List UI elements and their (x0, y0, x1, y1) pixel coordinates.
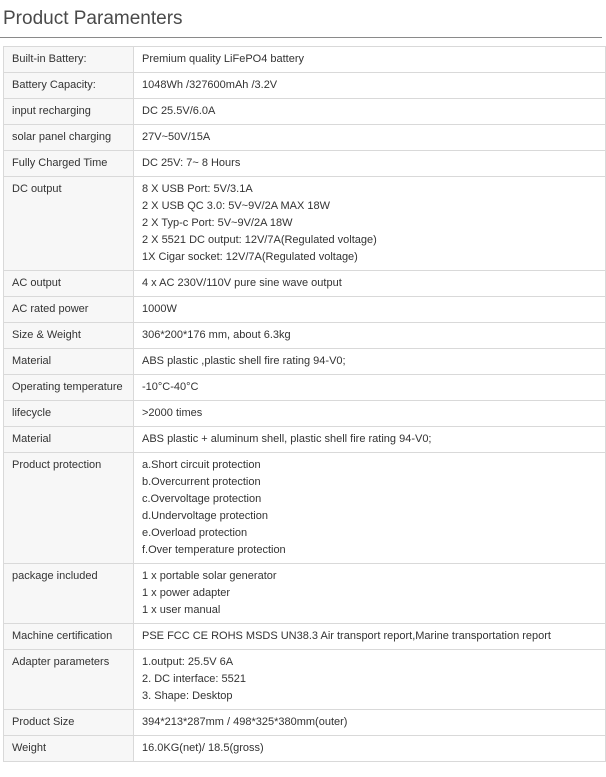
parameter-value-line: b.Overcurrent protection (142, 476, 261, 488)
parameter-value-line: d.Undervoltage protection (142, 510, 268, 522)
parameter-value (134, 736, 606, 762)
parameter-value-line: 1 x power adapter (142, 587, 231, 599)
parameter-value (134, 73, 606, 99)
parameter-value-line: Premium quality LiFePO4 battery (142, 53, 305, 65)
table-row (4, 271, 606, 297)
table-row (4, 375, 606, 401)
parameter-label: Size & Weight (4, 323, 134, 349)
parameter-value-line: 1000W (142, 303, 177, 315)
parameter-value (134, 297, 606, 323)
parameter-label: Material (4, 349, 134, 375)
parameter-value-line: 2 X USB QC 3.0: 5V~9V/2A MAX 18W (142, 200, 331, 212)
parameter-value-line: 16.0KG(net)/ 18.5(gross) (142, 742, 264, 754)
parameter-label: Built-in Battery: (4, 47, 134, 73)
parameter-value-line: DC 25.5V/6.0A (142, 105, 216, 117)
parameter-value-line: e.Overload protection (142, 527, 248, 539)
parameter-value-line: >2000 times (142, 407, 203, 419)
table-row (4, 427, 606, 453)
parameter-value-line: ABS plastic ,plastic shell fire rating 94-V0; (142, 355, 346, 367)
parameter-label: AC rated power (4, 297, 134, 323)
parameter-value-line: -10°C-40°C (142, 381, 199, 393)
parameter-value-line: 394*213*287mm / 498*325*380mm(outer) (142, 716, 348, 728)
table-row (4, 401, 606, 427)
parameter-value-line: 2 X Typ-c Port: 5V~9V/2A 18W (142, 217, 293, 229)
parameter-value-line: 1 x user manual (142, 604, 221, 616)
table-row (4, 125, 606, 151)
parameter-value (134, 99, 606, 125)
parameter-label: Adapter parameters (4, 650, 134, 710)
parameters-table (3, 46, 606, 762)
parameter-value (134, 349, 606, 375)
parameter-value (134, 564, 606, 624)
parameter-value (134, 427, 606, 453)
table-row (4, 177, 606, 271)
parameter-value-line: DC 25V: 7~ 8 Hours (142, 157, 241, 169)
table-row (4, 453, 606, 564)
parameter-label: package included (4, 564, 134, 624)
table-row (4, 624, 606, 650)
parameter-value (134, 125, 606, 151)
parameter-label: solar panel charging (4, 125, 134, 151)
parameter-value-line: 4 x AC 230V/110V pure sine wave output (142, 277, 342, 289)
parameter-value (134, 271, 606, 297)
parameter-value (134, 710, 606, 736)
parameter-value-line: 1048Wh /327600mAh /3.2V (142, 79, 278, 91)
parameter-label: Product Size (4, 710, 134, 736)
parameter-value-line: 1 x portable solar generator (142, 570, 277, 582)
parameter-value (134, 151, 606, 177)
table-row (4, 323, 606, 349)
parameter-label: Product protection (4, 453, 134, 564)
table-row (4, 297, 606, 323)
table-row (4, 710, 606, 736)
parameter-value (134, 401, 606, 427)
parameter-value (134, 375, 606, 401)
parameter-value-line: 1X Cigar socket: 12V/7A(Regulated voltage) (142, 251, 358, 263)
table-row (4, 564, 606, 624)
parameter-value-line: 2 X 5521 DC output: 12V/7A(Regulated voltage) (142, 234, 377, 246)
table-row (4, 73, 606, 99)
table-row (4, 650, 606, 710)
table-row (4, 47, 606, 73)
parameter-value-line: 1.output: 25.5V 6A (142, 656, 234, 668)
parameter-value-line: f.Over temperature protection (142, 544, 286, 556)
parameter-label: AC output (4, 271, 134, 297)
parameter-value-line: c.Overvoltage protection (142, 493, 262, 505)
table-row (4, 736, 606, 762)
table-row (4, 349, 606, 375)
parameter-value-line: ABS plastic + aluminum shell, plastic shell fire rating 94-V0; (142, 433, 432, 445)
parameter-value-line: PSE FCC CE ROHS MSDS UN38.3 Air transport report,Marine transportation report (142, 630, 551, 642)
parameter-label: Material (4, 427, 134, 453)
parameter-label: lifecycle (4, 401, 134, 427)
table-row (4, 151, 606, 177)
parameter-value (134, 177, 606, 271)
parameter-value-line: 8 X USB Port: 5V/3.1A (142, 183, 253, 195)
parameter-label: input recharging (4, 99, 134, 125)
parameter-value-line: a.Short circuit protection (142, 459, 261, 471)
parameter-value (134, 650, 606, 710)
parameter-value-line: 306*200*176 mm, about 6.3kg (142, 329, 291, 341)
parameter-label: Fully Charged Time (4, 151, 134, 177)
parameter-value (134, 624, 606, 650)
parameter-label: Battery Capacity: (4, 73, 134, 99)
parameter-label: Weight (4, 736, 134, 762)
parameter-label: Machine certification (4, 624, 134, 650)
parameter-value-line: 2. DC interface: 5521 (142, 673, 246, 685)
parameters-table-body (4, 47, 606, 762)
title-divider (0, 37, 602, 38)
parameter-value (134, 453, 606, 564)
parameter-label: DC output (4, 177, 134, 271)
parameter-value (134, 47, 606, 73)
page-title: Product Paramenters (3, 8, 183, 29)
parameter-value (134, 323, 606, 349)
parameter-label: Operating temperature (4, 375, 134, 401)
parameter-value-line: 3. Shape: Desktop (142, 690, 233, 702)
parameter-value-line: 27V~50V/15A (142, 131, 211, 143)
table-row (4, 99, 606, 125)
